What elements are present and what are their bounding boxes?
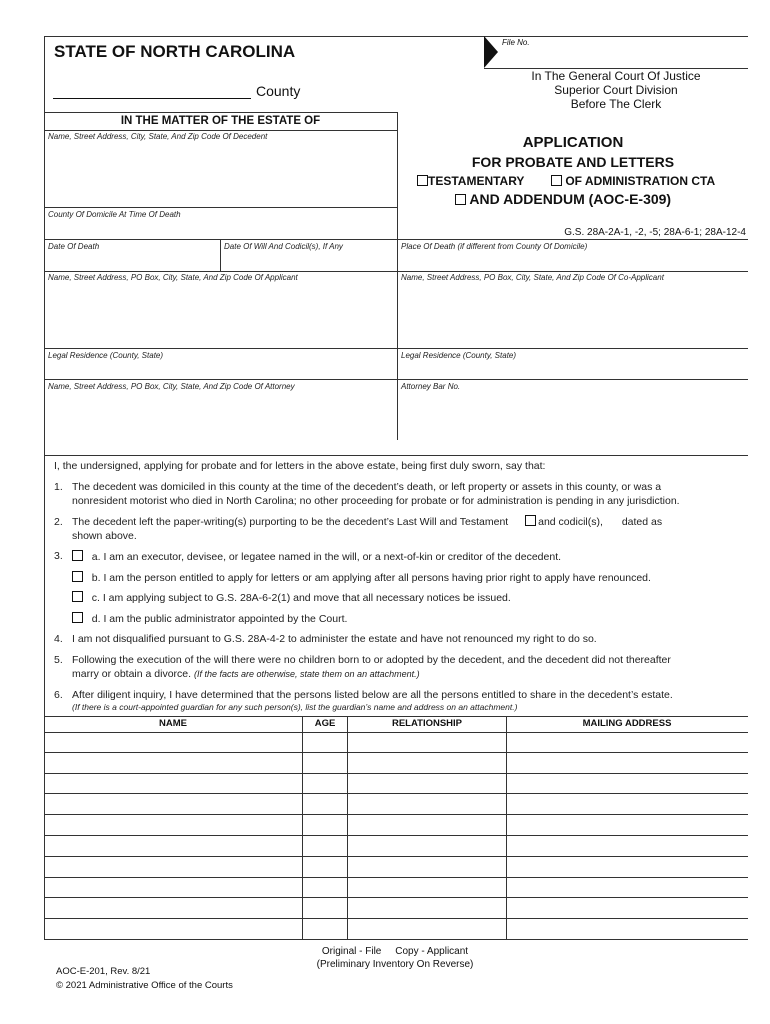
- administration-option: [551, 174, 715, 188]
- dated-as-label: dated as: [621, 516, 663, 528]
- option-3b-checkbox[interactable]: [72, 571, 83, 582]
- option-3b-text: b. I am the person entitled to apply for letters or am applying after all persons having prior right to apply have renounced.: [91, 572, 651, 584]
- option-3d: [72, 612, 347, 625]
- paragraph-1: [54, 480, 744, 508]
- date-row-rule: [44, 239, 748, 240]
- county-domicile-label: County Of Domicile At Time Of Death: [48, 210, 181, 219]
- place-of-death-field[interactable]: [398, 252, 746, 270]
- table-row[interactable]: [45, 815, 747, 835]
- p3-number: 3.: [54, 550, 63, 562]
- table-row[interactable]: [45, 878, 747, 897]
- table-row[interactable]: [45, 733, 747, 752]
- p2-number: 2.: [54, 516, 63, 528]
- table-row[interactable]: [45, 794, 747, 814]
- attorney-bar-label: Attorney Bar No.: [401, 382, 461, 391]
- addendum-option: [455, 191, 671, 207]
- matter-title: IN THE MATTER OF THE ESTATE OF: [120, 115, 321, 127]
- attorney-row-rule: [44, 379, 748, 380]
- p6-note: (If there is a court-appointed guardian for any such person(s), list the guardian’s name and address on an attachment.): [72, 702, 518, 712]
- administration-cta-label: OF ADMINISTRATION CTA: [565, 174, 716, 188]
- option-3c-checkbox[interactable]: [72, 591, 83, 602]
- table-row[interactable]: [45, 836, 747, 856]
- option-3c: [72, 591, 511, 604]
- file-no-label: File No.: [502, 38, 530, 47]
- applicant-field[interactable]: [45, 284, 396, 346]
- option-3d-checkbox[interactable]: [72, 612, 83, 623]
- col-header-name: NAME: [159, 718, 187, 729]
- paragraph-5: [54, 653, 744, 681]
- court-line-1: In The General Court Of Justice: [531, 69, 701, 83]
- inventory-note: (Preliminary Inventory On Reverse): [316, 959, 474, 970]
- option-3b: [72, 571, 651, 584]
- paragraph-4: [54, 632, 744, 646]
- county-line[interactable]: [53, 98, 251, 99]
- row-rule-10: [44, 939, 748, 940]
- p1-line1: The decedent was domiciled in this county at the time of the decedent’s death, or left property or assets in this county, or was a: [72, 481, 662, 493]
- date-of-will-label: Date Of Will And Codicil(s), If Any: [224, 242, 343, 251]
- copies-distribution: Original - File Copy - Applicant: [321, 946, 469, 957]
- statutes-reference: G.S. 28A-2A-1, -2, -5; 28A-6-1; 28A-12-4: [564, 227, 746, 238]
- table-row[interactable]: [45, 753, 747, 773]
- form-number: AOC-E-201, Rev. 8/21: [56, 966, 151, 977]
- date-of-death-label: Date Of Death: [48, 242, 100, 251]
- legal-residence-field[interactable]: [45, 361, 396, 379]
- p5-line2: marry or obtain a divorce.: [72, 668, 192, 680]
- p5-number: 5.: [54, 654, 63, 666]
- matter-bottom-rule: [44, 130, 397, 131]
- state-title: STATE OF NORTH CAROLINA: [54, 42, 296, 61]
- addendum-checkbox[interactable]: [455, 194, 466, 205]
- county-domicile-field[interactable]: [45, 220, 396, 238]
- coapplicant-label: Name, Street Address, PO Box, City, State, And Zip Code Of Co-Applicant: [401, 273, 664, 282]
- form-title-line2: FOR PROBATE AND LETTERS: [471, 154, 675, 170]
- option-3d-text: d. I am the public administrator appointed by the Court.: [91, 613, 348, 625]
- testamentary-label: TESTAMENTARY: [428, 174, 525, 188]
- court-line-2: Superior Court Division: [554, 83, 678, 97]
- decedent-name-label: Name, Street Address, City, State, And Zip Code Of Decedent: [48, 132, 268, 141]
- addendum-label: AND ADDENDUM (AOC-E-309): [469, 191, 672, 207]
- decedent-name-field[interactable]: [45, 144, 396, 206]
- table-row[interactable]: [45, 919, 747, 939]
- table-row[interactable]: [45, 898, 747, 918]
- option-3a-text: a. I am an executor, devisee, or legatee named in the will, or a next-of-kin or creditor of the decedent.: [91, 551, 562, 563]
- p6-line1: After diligent inquiry, I have determined that the persons listed below are all the persons entitled to share in the decedent’s estate.: [72, 689, 673, 701]
- p5-line1: Following the execution of the will there were no children born to or adopted by the decedent, and the decedent did not thereafter: [72, 654, 671, 666]
- table-row[interactable]: [45, 857, 747, 877]
- table-row[interactable]: [45, 774, 747, 793]
- coapplicant-field[interactable]: [398, 284, 746, 346]
- legal-residence-co-field[interactable]: [398, 361, 746, 379]
- p4-text: I am not disqualified pursuant to G.S. 28A-4-2 to administer the estate and have not renounced my right to do so.: [72, 633, 597, 645]
- codicil-checkbox[interactable]: [525, 515, 536, 526]
- attorney-bar-field[interactable]: [398, 393, 746, 439]
- copyright: © 2021 Administrative Office of the Courts: [56, 980, 233, 991]
- top-border: [44, 36, 748, 37]
- file-no-marker: [484, 36, 498, 68]
- col-header-mailing-address: MAILING ADDRESS: [582, 718, 672, 729]
- p4-number: 4.: [54, 633, 63, 645]
- title-divider: [397, 112, 398, 240]
- paragraph-2: [54, 515, 744, 543]
- residence-row-rule: [44, 348, 748, 349]
- form-title-line1: APPLICATION: [522, 134, 624, 151]
- county-label: County: [256, 83, 301, 99]
- p1-line2: nonresident motorist who died in North Carolina; no other proceeding for probate or for administration is pending in any jurisdiction.: [72, 495, 680, 507]
- col-header-relationship: RELATIONSHIP: [391, 718, 463, 729]
- p1-number: 1.: [54, 481, 63, 493]
- col-header-age: AGE: [314, 718, 336, 729]
- attorney-label: Name, Street Address, PO Box, City, State, And Zip Code Of Attorney: [48, 382, 295, 391]
- paragraph-6: [54, 688, 744, 713]
- attorney-field[interactable]: [45, 393, 396, 439]
- intro-text: I, the undersigned, applying for probate and for letters in the above estate, being first duly sworn, say that:: [54, 460, 546, 472]
- date-of-will-field[interactable]: [221, 252, 396, 270]
- p6-number: 6.: [54, 689, 63, 701]
- p2-line2: shown above.: [72, 530, 137, 542]
- place-of-death-label: Place Of Death (if different from County Of Domicile): [401, 242, 588, 251]
- applicant-label: Name, Street Address, PO Box, City, State, And Zip Code Of Applicant: [48, 273, 298, 282]
- legal-residence-label: Legal Residence (County, State): [48, 351, 164, 360]
- table-header-top: [44, 716, 748, 717]
- legal-residence-co-label: Legal Residence (County, State): [401, 351, 517, 360]
- testamentary-checkbox[interactable]: [417, 175, 428, 186]
- option-3c-text: c. I am applying subject to G.S. 28A-6-2(1) and move that all necessary notices be issued.: [91, 592, 511, 604]
- p5-note: (If the facts are otherwise, state them on an attachment.): [193, 669, 420, 679]
- testamentary-option: [417, 174, 524, 188]
- body-top-rule: [44, 455, 748, 456]
- applicant-row-rule: [44, 271, 748, 272]
- court-line-3: Before The Clerk: [570, 97, 662, 111]
- matter-top-rule: [44, 112, 397, 113]
- administration-cta-checkbox[interactable]: [551, 175, 562, 186]
- option-3a-checkbox[interactable]: [72, 550, 83, 561]
- date-of-death-field[interactable]: [45, 252, 219, 270]
- codicil-label: and codicil(s),: [538, 516, 603, 528]
- county-domicile-rule: [44, 207, 397, 208]
- option-3a: [72, 550, 561, 563]
- p2-text: The decedent left the paper-writing(s) purporting to be the decedent’s Last Will and Testament: [72, 516, 509, 528]
